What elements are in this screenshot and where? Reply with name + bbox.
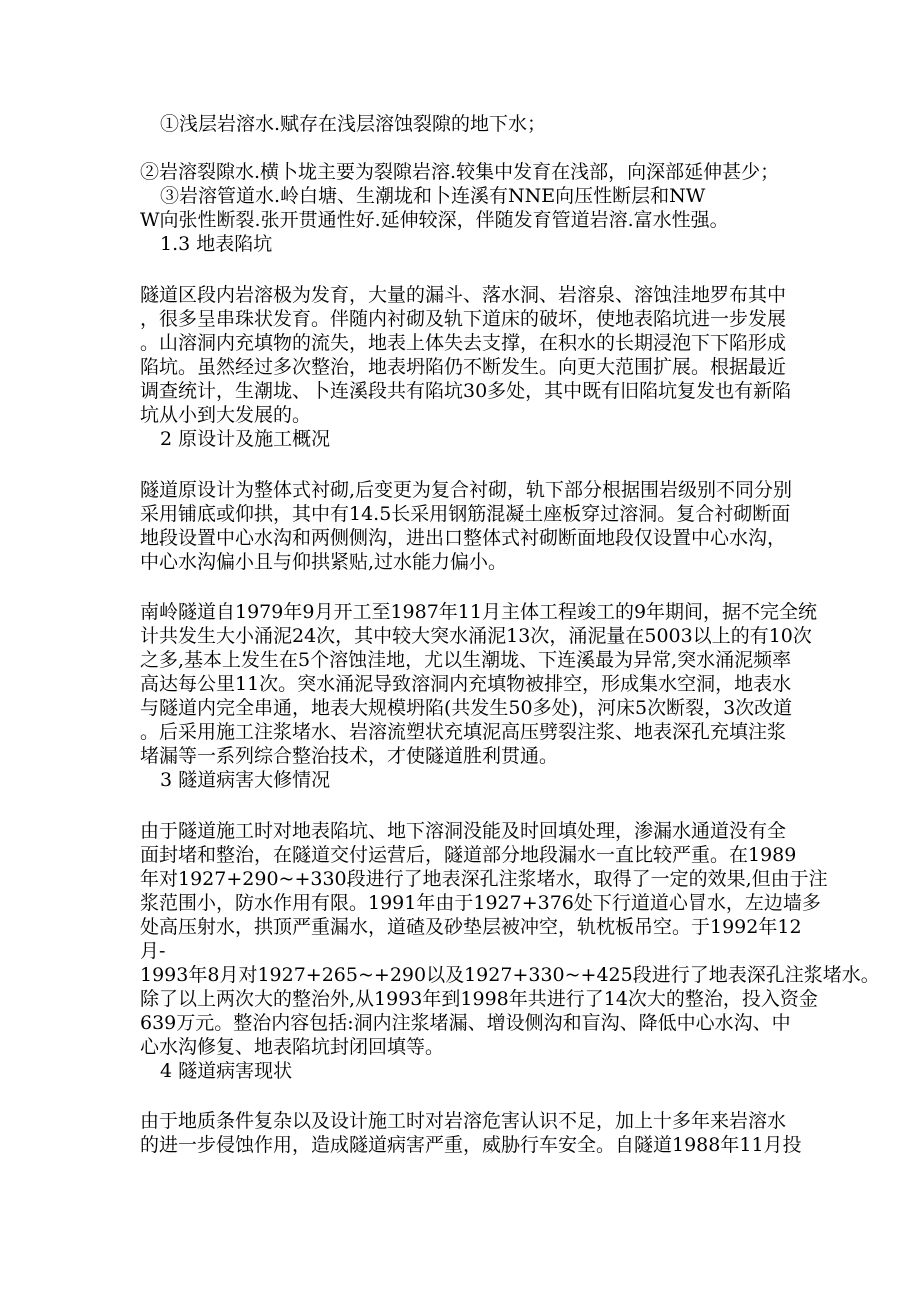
paragraph-item-5-line-2: 采用铺底或仰拱，其中有14.5长采用钢筋混凝土座板穿过溶洞。复合衬砌断面 bbox=[140, 503, 791, 525]
paragraph-item-5-line-4: 中心水沟偏小且与仰拱紧贴,过水能力偏小。 bbox=[140, 551, 508, 573]
section-heading-3: 3 隧道病害大修情况 bbox=[160, 769, 331, 791]
paragraph-item-7-line-2: 面封堵和整治，在隧道交付运营后，隧道部分地段漏水一直比较严重。在1989 bbox=[140, 844, 797, 866]
paragraph-item-3-line-2: W向张性断裂.张开贯通性好.延伸较深，伴随发育管道岩溶.富水性强。 bbox=[140, 209, 729, 231]
paragraph-item-7-line-3: 年对1927+290~+330段进行了地表深孔注浆堵水，取得了一定的效果,但由于注 bbox=[140, 868, 828, 890]
paragraph-item-8-line-1: 由于地质条件复杂以及设计施工时对岩溶危害认识不足，加上十多年来岩溶水 bbox=[140, 1110, 787, 1132]
paragraph-item-5-line-3: 地段设置中心水沟和两侧侧沟，进出口整体式衬砌断面地段仅设置中心水沟， bbox=[140, 527, 787, 549]
paragraph-item-4-line-6: 坑从小到大发展的。 bbox=[140, 404, 312, 426]
paragraph-item-7-line-8: 除了以上两次大的整治外,从1993年到1998年共进行了14次大的整治，投入资金 bbox=[140, 988, 818, 1010]
paragraph-item-6-line-6: 。后采用施工注浆堵水、岩溶流塑状充填泥高压劈裂注浆、地表深孔充填注浆 bbox=[140, 721, 787, 743]
paragraph-item-4-line-5: 调查统计，生潮垅、卜连溪段共有陷坑30多处，其中既有旧陷坑复发也有新陷 bbox=[140, 380, 792, 402]
paragraph-item-4-line-1: 隧道区段内岩溶极为发育，大量的漏斗、落水洞、岩溶泉、溶蚀洼地罗布其中 bbox=[140, 284, 787, 306]
paragraph-item-7-line-6: 月- bbox=[140, 940, 166, 962]
paragraph-item-7-line-9: 639万元。整治内容包括:洞内注浆堵漏、增设侧沟和盲沟、降低中心水沟、中 bbox=[140, 1012, 791, 1034]
paragraph-item-7-line-5: 处高压射水，拱顶严重漏水，道碴及砂垫层被冲空，轨枕板吊空。于1992年12 bbox=[140, 916, 802, 938]
paragraph-item-4-line-4: 陷坑。虽然经过多次整治，地表坍陷仍不断发生。向更大范围扩展。根据最近 bbox=[140, 356, 787, 378]
paragraph-item-4-line-2: ，很多呈串珠状发育。伴随内衬砌及轨下道床的破坏，使地表陷坑进一步发展 bbox=[140, 308, 787, 330]
paragraph-item-3-line-1: ③岩溶管道水.岭白塘、生潮垅和卜连溪有NNE向压性断层和NW bbox=[160, 185, 706, 207]
paragraph-item-6-line-3: 之多,基本上发生在5个溶蚀洼地，尤以生潮垅、下连溪最为异常,突水涌泥频率 bbox=[140, 649, 792, 671]
section-heading-4: 4 隧道病害现状 bbox=[160, 1060, 293, 1082]
paragraph-item-7-line-4: 浆范围小，防水作用有限。1991年由于1927+376处下行道道心冒水，左边墙多 bbox=[140, 892, 821, 914]
paragraph-item-6-line-5: 与隧道内完全串通，地表大规模坍陷(共发生50多处)，河床5次断裂，3次改道 bbox=[140, 697, 793, 719]
paragraph-item-6-line-7: 堵漏等一系列综合整治技术，才使隧道胜利贯通。 bbox=[140, 745, 559, 767]
paragraph-item-6-line-4: 高达每公里11次。突水涌泥导致溶洞内充填物被排空，形成集水空洞，地表水 bbox=[140, 673, 792, 695]
paragraph-item-4-line-3: 。山溶洞内充填物的流失，地表上体失去支撑，在积水的长期浸泡下下陷形成 bbox=[140, 332, 787, 354]
paragraph-item-7-line-7: 1993年8月对1927+265~+290以及1927+330~+425段进行了地表深孔注浆堵水。 bbox=[140, 964, 880, 986]
paragraph-item-6-line-1: 南岭隧道自1979年9月开工至1987年11月主体工程竣工的9年期间，据不完全统 bbox=[140, 601, 818, 623]
paragraph-item-7-line-10: 心水沟修复、地表陷坑封闭回填等。 bbox=[140, 1036, 445, 1058]
section-heading-1-3: 1.3 地表陷坑 bbox=[160, 233, 273, 255]
section-heading-2: 2 原设计及施工概况 bbox=[160, 428, 331, 450]
paragraph-item-5-line-1: 隧道原设计为整体式衬砌,后变更为复合衬砌，轨下部分根据围岩级别不同分别 bbox=[140, 479, 793, 501]
paragraph-item-2-line-1: ②岩溶裂隙水.横卜垅主要为裂隙岩溶.较集中发育在浅部，向深部延伸甚少； bbox=[140, 161, 780, 183]
paragraph-item-1-line-1: ①浅层岩溶水.赋存在浅层溶蚀裂隙的地下水； bbox=[160, 113, 547, 135]
paragraph-item-8-line-2: 的进一步侵蚀作用，造成隧道病害严重，威胁行车安全。自隧道1988年11月投 bbox=[140, 1134, 802, 1156]
paragraph-item-6-line-2: 计共发生大小涌泥24次，其中较大突水涌泥13次，涌泥量在5003以上的有10次 bbox=[140, 625, 812, 647]
paragraph-item-7-line-1: 由于隧道施工时对地表陷坑、地下溶洞没能及时回填处理，渗漏水通道没有全 bbox=[140, 820, 787, 842]
